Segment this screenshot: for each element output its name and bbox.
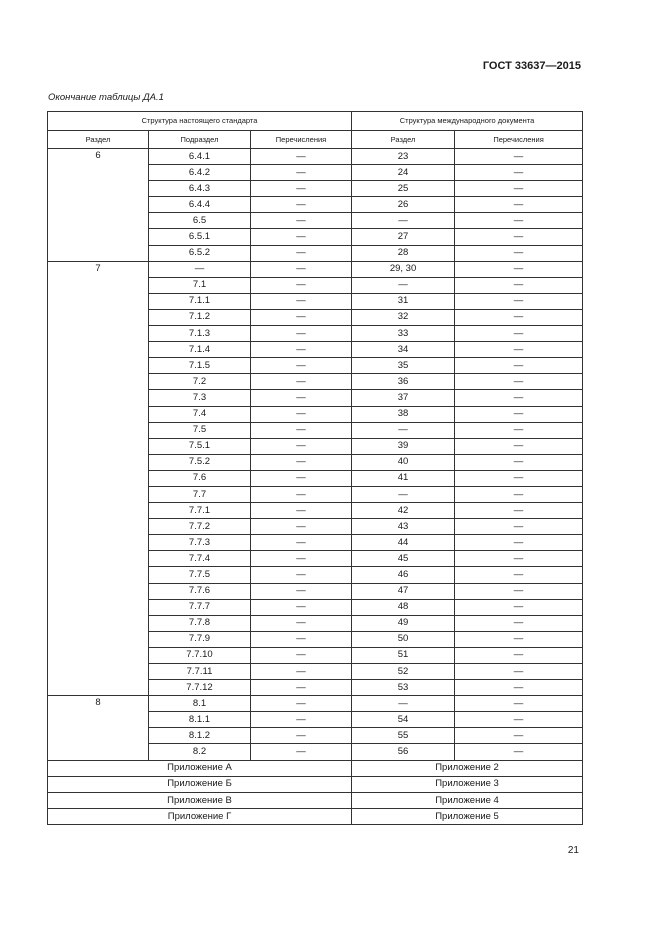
group-header-row [48, 112, 583, 131]
intl-section-cell: 32 [352, 309, 455, 325]
intl-section-cell: 38 [352, 406, 455, 422]
subsection-cell: 6.5.1 [149, 229, 251, 245]
subsection-cell: 7.2 [149, 374, 251, 390]
intl-enumeration-cell: — [455, 181, 583, 197]
intl-enumeration-cell: — [455, 712, 583, 728]
intl-section-cell: 39 [352, 438, 455, 454]
enumeration-cell: — [251, 567, 352, 583]
subsection-cell: 6.4.1 [149, 149, 251, 165]
enumeration-cell: — [251, 342, 352, 358]
intl-section-cell: 37 [352, 390, 455, 406]
intl-section-cell: 23 [352, 149, 455, 165]
subsection-cell: 7.5 [149, 422, 251, 438]
intl-section-cell: 35 [352, 358, 455, 374]
intl-section-cell: 55 [352, 728, 455, 744]
enumeration-cell: — [251, 599, 352, 615]
subsection-cell: 8.1 [149, 696, 251, 712]
subsection-cell: 7.7 [149, 486, 251, 502]
enumeration-cell: — [251, 245, 352, 261]
intl-enumeration-cell: — [455, 374, 583, 390]
intl-enumeration-cell: — [455, 470, 583, 486]
enumeration-cell: — [251, 535, 352, 551]
intl-section-cell: 56 [352, 744, 455, 760]
subsection-cell: 6.4.3 [149, 181, 251, 197]
intl-section-cell: — [352, 422, 455, 438]
enumeration-cell: — [251, 712, 352, 728]
intl-enumeration-cell: — [455, 680, 583, 696]
intl-section-cell: — [352, 696, 455, 712]
enumeration-cell: — [251, 149, 352, 165]
subsection-cell: 7.7.5 [149, 567, 251, 583]
enumeration-cell: — [251, 165, 352, 181]
intl-enumeration-cell: — [455, 664, 583, 680]
enumeration-cell: — [251, 293, 352, 309]
enumeration-cell: — [251, 277, 352, 293]
subsection-cell: 8.1.1 [149, 712, 251, 728]
subsection-cell: 7.5.2 [149, 454, 251, 470]
intl-enumeration-cell: — [455, 261, 583, 277]
intl-enumeration-cell: — [455, 229, 583, 245]
enumeration-cell: — [251, 470, 352, 486]
appendix-local: Приложение В [48, 792, 352, 808]
intl-enumeration-cell: — [455, 245, 583, 261]
intl-enumeration-cell: — [455, 615, 583, 631]
subsection-cell: 6.4.4 [149, 197, 251, 213]
intl-section-cell: 27 [352, 229, 455, 245]
enumeration-cell: — [251, 728, 352, 744]
intl-enumeration-cell: — [455, 519, 583, 535]
intl-enumeration-cell: — [455, 390, 583, 406]
appendix-row [48, 792, 583, 808]
intl-enumeration-cell: — [455, 213, 583, 229]
intl-section-cell: 54 [352, 712, 455, 728]
section-number: 8 [48, 696, 149, 760]
intl-enumeration-cell: — [455, 149, 583, 165]
subsection-cell: 7.7.2 [149, 519, 251, 535]
table-row [48, 149, 583, 165]
enumeration-cell: — [251, 181, 352, 197]
enumeration-cell: — [251, 309, 352, 325]
subsection-cell: 7.5.1 [149, 438, 251, 454]
intl-section-cell: 49 [352, 615, 455, 631]
intl-section-cell: 51 [352, 647, 455, 663]
enumeration-cell: — [251, 696, 352, 712]
enumeration-cell: — [251, 358, 352, 374]
section-number: 7 [48, 261, 149, 696]
appendix-row [48, 760, 583, 776]
group-header-local: Структура настоящего стандарта [48, 112, 352, 131]
intl-section-cell: — [352, 486, 455, 502]
column-header-row [48, 131, 583, 149]
intl-section-cell: 31 [352, 293, 455, 309]
appendix-international: Приложение 3 [352, 776, 583, 792]
subsection-cell: 7.6 [149, 470, 251, 486]
enumeration-cell: — [251, 551, 352, 567]
appendix-local: Приложение А [48, 760, 352, 776]
subsection-cell: 7.7.11 [149, 664, 251, 680]
subsection-cell: 7.1 [149, 277, 251, 293]
appendix-local: Приложение Г [48, 809, 352, 825]
document-code: ГОСТ 33637—2015 [482, 60, 581, 72]
enumeration-cell: — [251, 261, 352, 277]
intl-section-cell: 29, 30 [352, 261, 455, 277]
col-header-section: Раздел [48, 131, 149, 149]
intl-section-cell: 28 [352, 245, 455, 261]
enumeration-cell: — [251, 326, 352, 342]
enumeration-cell: — [251, 680, 352, 696]
enumeration-cell: — [251, 583, 352, 599]
intl-section-cell: 47 [352, 583, 455, 599]
appendix-international: Приложение 4 [352, 792, 583, 808]
intl-enumeration-cell: — [455, 535, 583, 551]
intl-section-cell: 52 [352, 664, 455, 680]
subsection-cell: 7.1.3 [149, 326, 251, 342]
intl-enumeration-cell: — [455, 197, 583, 213]
subsection-cell: 7.7.7 [149, 599, 251, 615]
subsection-cell: 6.5.2 [149, 245, 251, 261]
intl-enumeration-cell: — [455, 583, 583, 599]
intl-section-cell: 48 [352, 599, 455, 615]
intl-enumeration-cell: — [455, 647, 583, 663]
correspondence-table [47, 111, 583, 825]
subsection-cell: 7.1.2 [149, 309, 251, 325]
col-header-intl-section: Раздел [352, 131, 455, 149]
enumeration-cell: — [251, 486, 352, 502]
enumeration-cell: — [251, 615, 352, 631]
intl-section-cell: — [352, 277, 455, 293]
intl-enumeration-cell: — [455, 599, 583, 615]
enumeration-cell: — [251, 213, 352, 229]
intl-section-cell: 33 [352, 326, 455, 342]
col-header-intl-enumerations: Перечисления [455, 131, 583, 149]
intl-enumeration-cell: — [455, 277, 583, 293]
intl-enumeration-cell: — [455, 422, 583, 438]
intl-enumeration-cell: — [455, 454, 583, 470]
enumeration-cell: — [251, 406, 352, 422]
enumeration-cell: — [251, 647, 352, 663]
enumeration-cell: — [251, 664, 352, 680]
subsection-cell: 6.5 [149, 213, 251, 229]
subsection-cell: 7.7.1 [149, 503, 251, 519]
intl-section-cell: 41 [352, 470, 455, 486]
table-row [48, 261, 583, 277]
subsection-cell: 7.7.10 [149, 647, 251, 663]
intl-section-cell: 44 [352, 535, 455, 551]
intl-section-cell: 46 [352, 567, 455, 583]
intl-enumeration-cell: — [455, 165, 583, 181]
intl-enumeration-cell: — [455, 406, 583, 422]
subsection-cell: 7.4 [149, 406, 251, 422]
intl-section-cell: 34 [352, 342, 455, 358]
intl-section-cell: 26 [352, 197, 455, 213]
intl-enumeration-cell: — [455, 326, 583, 342]
intl-enumeration-cell: — [455, 293, 583, 309]
intl-enumeration-cell: — [455, 696, 583, 712]
appendix-international: Приложение 2 [352, 760, 583, 776]
intl-section-cell: 50 [352, 631, 455, 647]
intl-section-cell: 42 [352, 503, 455, 519]
appendix-row [48, 809, 583, 825]
enumeration-cell: — [251, 197, 352, 213]
intl-enumeration-cell: — [455, 358, 583, 374]
enumeration-cell: — [251, 229, 352, 245]
subsection-cell: 7.7.6 [149, 583, 251, 599]
table-body [48, 149, 583, 825]
subsection-cell: 7.1.4 [149, 342, 251, 358]
intl-enumeration-cell: — [455, 551, 583, 567]
subsection-cell: 7.7.4 [149, 551, 251, 567]
appendix-international: Приложение 5 [352, 809, 583, 825]
enumeration-cell: — [251, 422, 352, 438]
intl-enumeration-cell: — [455, 503, 583, 519]
subsection-cell: 7.7.8 [149, 615, 251, 631]
enumeration-cell: — [251, 503, 352, 519]
col-header-enumerations: Перечисления [251, 131, 352, 149]
enumeration-cell: — [251, 519, 352, 535]
intl-section-cell: 53 [352, 680, 455, 696]
subsection-cell: 7.3 [149, 390, 251, 406]
subsection-cell: 7.1.1 [149, 293, 251, 309]
subsection-cell: 6.4.2 [149, 165, 251, 181]
enumeration-cell: — [251, 390, 352, 406]
intl-enumeration-cell: — [455, 438, 583, 454]
section-number: 6 [48, 149, 149, 262]
subsection-cell: — [149, 261, 251, 277]
enumeration-cell: — [251, 631, 352, 647]
intl-section-cell: — [352, 213, 455, 229]
subsection-cell: 7.7.12 [149, 680, 251, 696]
intl-enumeration-cell: — [455, 728, 583, 744]
intl-section-cell: 36 [352, 374, 455, 390]
enumeration-cell: — [251, 374, 352, 390]
intl-section-cell: 24 [352, 165, 455, 181]
col-header-subsection: Подраздел [149, 131, 251, 149]
intl-enumeration-cell: — [455, 342, 583, 358]
enumeration-cell: — [251, 438, 352, 454]
subsection-cell: 8.2 [149, 744, 251, 760]
intl-enumeration-cell: — [455, 486, 583, 502]
group-header-international: Структура международного документа [352, 112, 583, 131]
appendix-local: Приложение Б [48, 776, 352, 792]
table-row [48, 696, 583, 712]
intl-enumeration-cell: — [455, 631, 583, 647]
subsection-cell: 7.1.5 [149, 358, 251, 374]
intl-enumeration-cell: — [455, 567, 583, 583]
intl-enumeration-cell: — [455, 744, 583, 760]
intl-section-cell: 40 [352, 454, 455, 470]
table-caption: Окончание таблицы ДА.1 [48, 92, 164, 103]
enumeration-cell: — [251, 454, 352, 470]
page-number: 21 [567, 845, 579, 856]
subsection-cell: 7.7.9 [149, 631, 251, 647]
appendix-row [48, 776, 583, 792]
intl-section-cell: 45 [352, 551, 455, 567]
subsection-cell: 7.7.3 [149, 535, 251, 551]
intl-section-cell: 25 [352, 181, 455, 197]
subsection-cell: 8.1.2 [149, 728, 251, 744]
intl-enumeration-cell: — [455, 309, 583, 325]
enumeration-cell: — [251, 744, 352, 760]
intl-section-cell: 43 [352, 519, 455, 535]
